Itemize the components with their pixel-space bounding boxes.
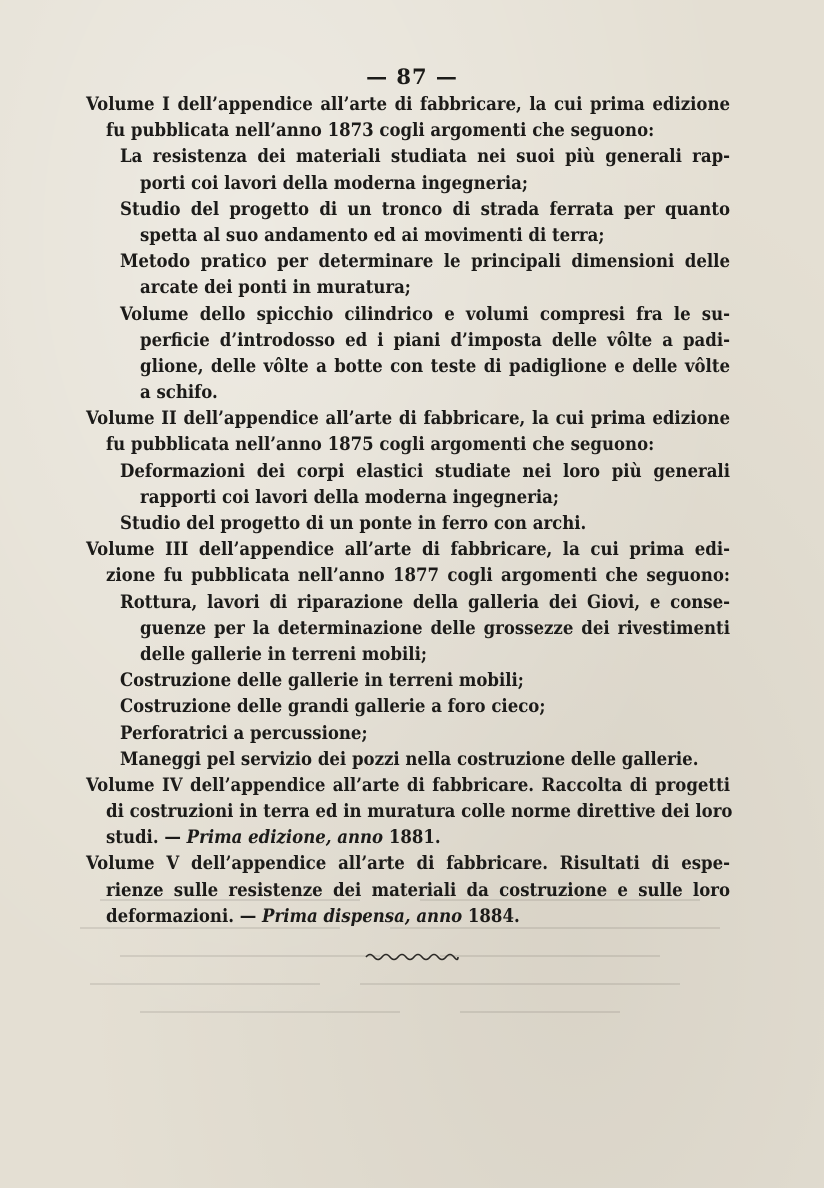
italic-edition: Prima edizione, anno bbox=[186, 827, 384, 849]
text-line: zione fu pubblicata nell’anno 1877 cogli argomenti che seguono: bbox=[106, 565, 730, 587]
text-line: Costruzione delle grandi gallerie a foro cieco; bbox=[120, 696, 546, 718]
text-line: a schifo. bbox=[140, 382, 218, 404]
text-line: guenze per la determinazione delle grossezze dei rivestimenti bbox=[140, 617, 730, 639]
text-line: Studio del progetto di un ponte in ferro con archi. bbox=[120, 513, 587, 534]
text-line: Metodo pratico per determinare le principali dimensioni delle bbox=[120, 251, 730, 273]
text-run: 1884. bbox=[462, 905, 520, 927]
text-line: arcate dei ponti in muratura; bbox=[140, 277, 411, 299]
text-line bbox=[86, 825, 730, 851]
book-list bbox=[86, 92, 733, 930]
page-number: — 87 — bbox=[366, 64, 458, 89]
text-run: studi. — bbox=[106, 827, 187, 849]
text-line: di costruzioni in terra ed in muratura colle norme direttive dei loro bbox=[106, 801, 733, 823]
text-line: delle gallerie in terreni mobili; bbox=[140, 643, 427, 665]
text-line: Volume III dell’appendice all’arte di fabbricare, la cui prima edi- bbox=[86, 539, 730, 561]
text-line: Volume II dell’appendice all’arte di fabbricare, la cui prima edizione bbox=[86, 408, 730, 430]
text-line: Studio del progetto di un tronco di strada ferrata per quanto bbox=[120, 198, 730, 220]
text-line: Volume dello spicchio cilindrico e volumi compresi fra le su- bbox=[120, 303, 730, 325]
text-line: Volume I dell’appendice all’arte di fabbricare, la cui prima edizione bbox=[86, 94, 730, 115]
text-line: Perforatrici a percussione; bbox=[120, 722, 368, 744]
text-run: 1881. bbox=[383, 827, 441, 849]
text-line: La resistenza dei materiali studiata nei suoi più generali rap- bbox=[120, 146, 730, 168]
text-line: spetta al suo andamento ed ai movimenti di terra; bbox=[140, 224, 605, 246]
text-line: Maneggi pel servizio dei pozzi nella costruzione delle gallerie. bbox=[120, 748, 699, 770]
text-line: glione, delle vôlte a botte con teste di padiglione e delle vôlte bbox=[140, 355, 730, 377]
text-line: rienze sulle resistenze dei materiali da costruzione e sulle loro bbox=[106, 879, 730, 901]
text-line: Volume V dell’appendice all’arte di fabbricare. Risultati di espe- bbox=[86, 853, 730, 875]
text-line: Costruzione delle gallerie in terreni mobili; bbox=[120, 670, 524, 692]
text-line: Deformazioni dei corpi elastici studiate nei loro più generali bbox=[120, 460, 730, 482]
text-line: Volume IV dell’appendice all’arte di fabbricare. Raccolta di progetti bbox=[86, 774, 730, 796]
text-line: fu pubblicata nell’anno 1875 cogli argomenti che seguono: bbox=[106, 434, 655, 456]
show-through-texture bbox=[60, 880, 760, 1040]
text-line: perficie d’introdosso ed i piani d’imposta delle vôlte a padi- bbox=[140, 329, 730, 351]
text-run: deformazioni. — bbox=[106, 905, 263, 927]
text-line: porti coi lavori della moderna ingegneria; bbox=[140, 172, 528, 194]
italic-edition: Prima dispensa, anno bbox=[262, 905, 463, 927]
text-line: Rottura, lavori di riparazione della galleria dei Giovi, e conse- bbox=[120, 591, 730, 613]
text-line: fu pubblicata nell’anno 1873 cogli argomenti che seguono: bbox=[106, 120, 655, 142]
text-line: rapporti coi lavori della moderna ingegneria; bbox=[140, 486, 559, 508]
